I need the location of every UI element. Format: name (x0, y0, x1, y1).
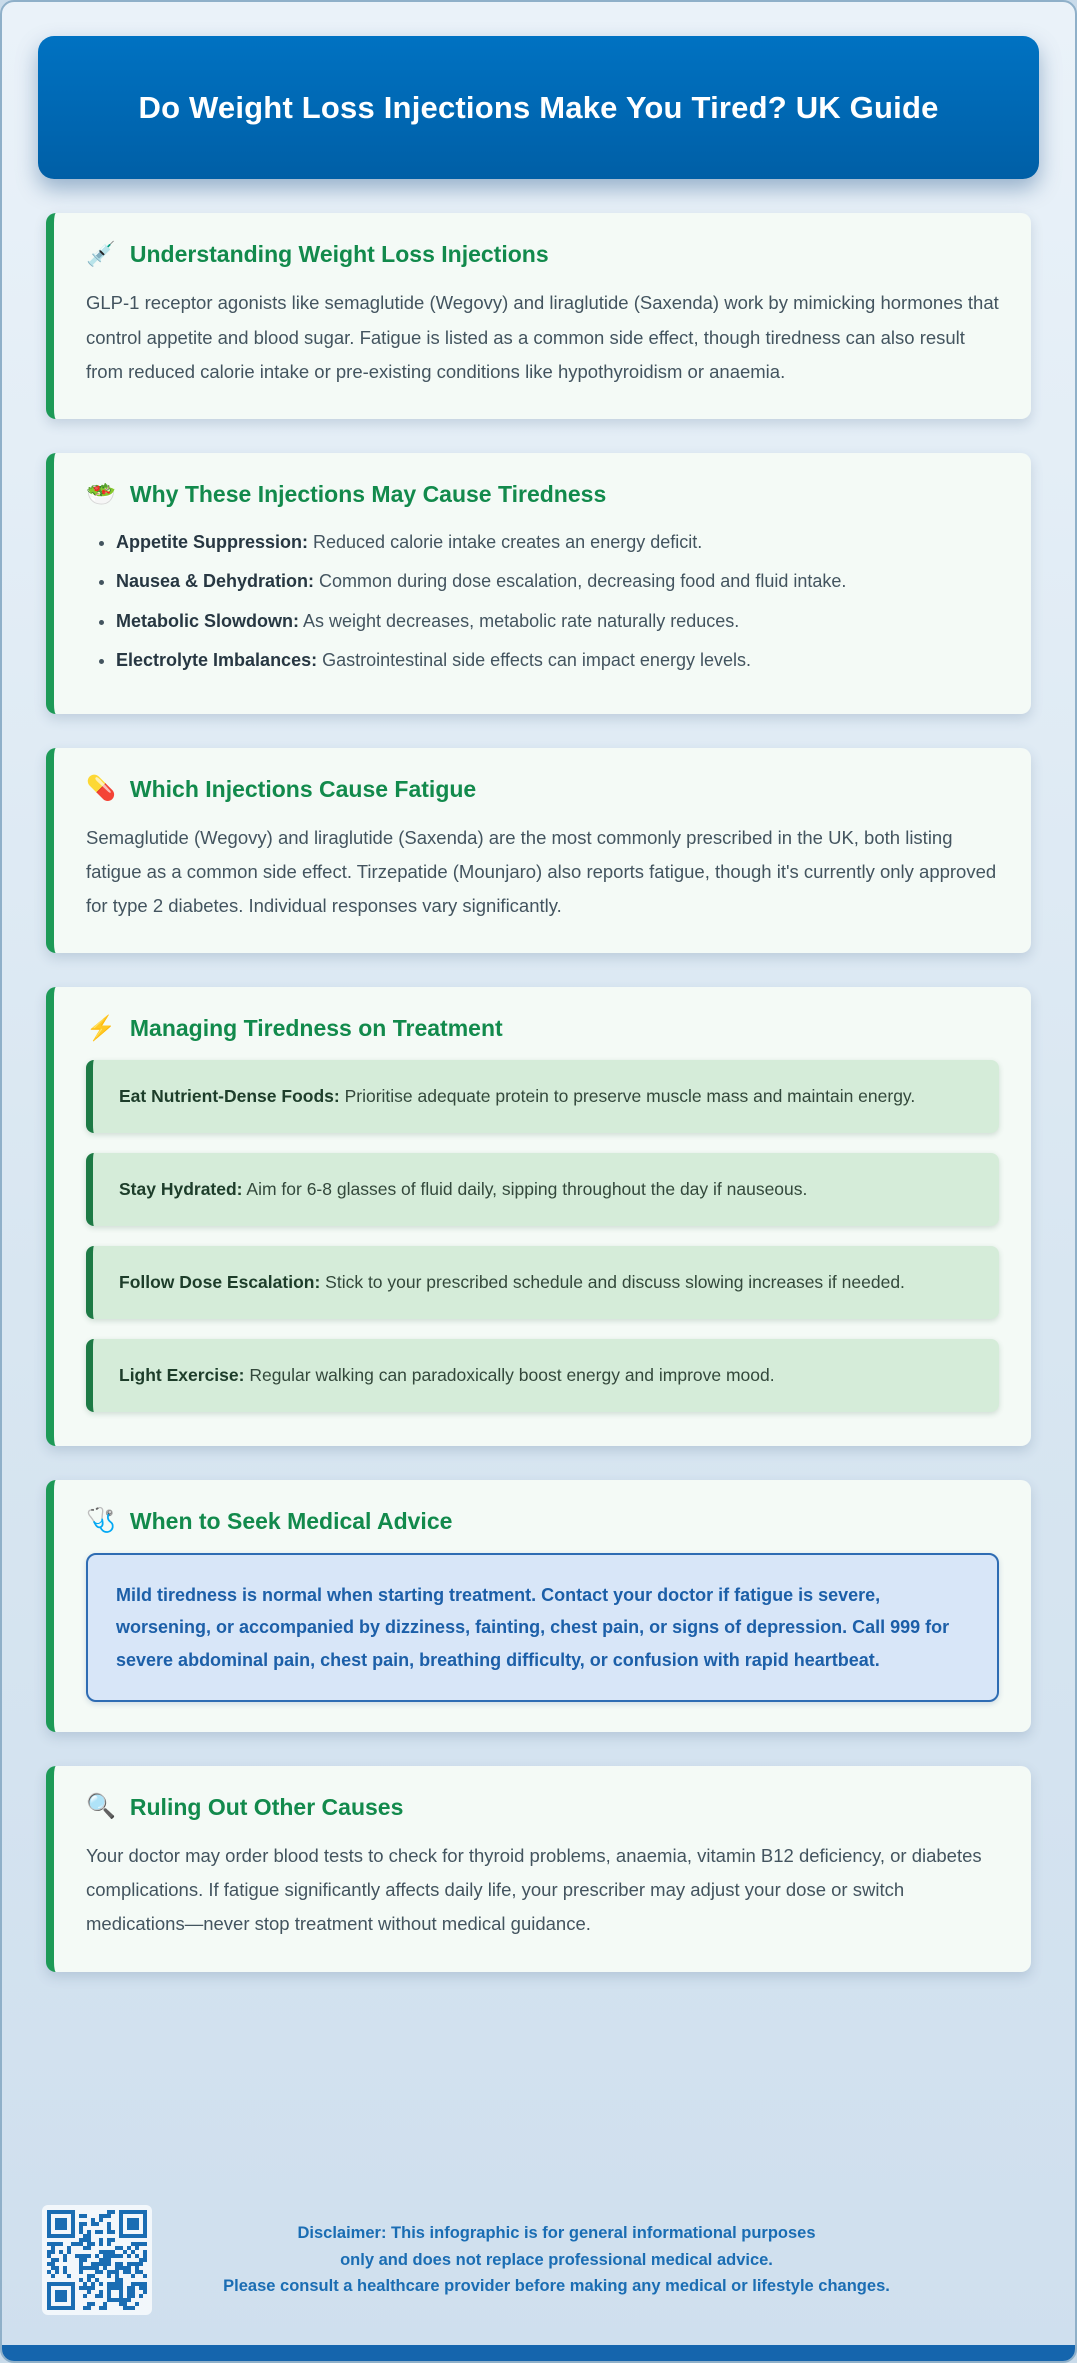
section-body: Your doctor may order blood tests to check for thyroid problems, anaemia, vitamin B12 deficiency, or diabetes complications. If fatigue significantly affects daily life, your prescriber may adjust your dose or switch medications—never stop treatment without medical guidance. (86, 1844, 982, 1935)
bullet-label: Nausea & Dehydration: (116, 571, 315, 592)
tip-text: Regular walking can paradoxically boost energy and improve mood. (244, 1364, 775, 1385)
qr-code-graphic (47, 2210, 147, 2310)
section-why-tiredness (46, 453, 1031, 714)
bullet-label: Electrolyte Imbalances: (116, 650, 318, 671)
section-title-text: When to Seek Medical Advice (129, 1507, 453, 1534)
list-item (116, 526, 999, 558)
bullet-text: Common during dose escalation, decreasing food and fluid intake. (314, 571, 847, 592)
tip-stay-hydrated (86, 1153, 999, 1226)
section-title-text: Why These Injections May Cause Tiredness (129, 481, 607, 508)
syringe-icon: 💉 (86, 240, 116, 268)
disclaimer-line-2: only and does not replace professional medical advice. (340, 2250, 773, 2269)
tip-label: Light Exercise: (119, 1364, 245, 1385)
disclaimer-label: Disclaimer: (297, 2224, 387, 2243)
section-ruling-out-causes (46, 1766, 1031, 1972)
section-body: GLP-1 receptor agonists like semaglutide (Wegovy) and liraglutide (Saxenda) work by mimicking hormones that control appetite and blood sugar. Fatigue is listed as a common side effect, though tiredness can also result from reduced calorie intake or pre-existing conditions like hypothyroidism or anaemia. (86, 292, 999, 382)
section-body: Semaglutide (Wegovy) and liraglutide (Saxenda) are the most commonly prescribed in the UK, both listing fatigue as a common side effect. Tirzepatide (Mounjaro) also reports fatigue, though it's currently only approved for type 2 diabetes. Individual responses vary significantly. (86, 826, 997, 917)
tip-label: Stay Hydrated: (119, 1179, 243, 1200)
tip-light-exercise (86, 1339, 999, 1412)
list-item (116, 644, 999, 676)
section-title-text: Ruling Out Other Causes (129, 1793, 404, 1820)
section-title-text: Which Injections Cause Fatigue (129, 775, 477, 802)
bullet-text: Gastrointestinal side effects can impact energy levels. (317, 650, 751, 671)
tip-nutrient-foods (86, 1060, 999, 1133)
section-managing-title (86, 1015, 999, 1042)
disclaimer-line-1 (188, 2220, 925, 2246)
section-understanding-title (86, 241, 999, 268)
page-title: Do Weight Loss Injections Make You Tired? UK Guide (138, 90, 939, 125)
magnifier-icon: 🔍 (86, 1793, 116, 1821)
section-ruling-title (86, 1794, 999, 1821)
disclaimer (188, 2220, 1035, 2299)
section-which-injections (46, 748, 1031, 954)
tip-text: Aim for 6-8 glasses of fluid daily, sipping throughout the day if nauseous. (242, 1179, 808, 1200)
disclaimer-text-1: This infographic is for general informational purposes (386, 2224, 816, 2243)
bullet-label: Appetite Suppression: (116, 532, 309, 553)
section-understanding (46, 213, 1031, 419)
section-which-title (86, 776, 999, 803)
list-item (116, 565, 999, 597)
section-title-text: Managing Tiredness on Treatment (129, 1015, 503, 1042)
medical-advice-callout: Mild tiredness is normal when starting treatment. Contact your doctor if fatigue is severe, worsening, or accompanied by dizziness, fainting, chest pain, or signs of depression. Call 999 for severe abdominal pain, chest pain, breathing difficulty, or confusion with rapid heartbeat. (86, 1553, 999, 1702)
section-managing-tiredness (46, 987, 1031, 1446)
section-title-text: Understanding Weight Loss Injections (129, 241, 549, 268)
salad-icon: 🥗 (86, 480, 116, 508)
list-item (116, 605, 999, 637)
page-header (38, 36, 1039, 179)
bullet-text: Reduced calorie intake creates an energy deficit. (308, 532, 703, 553)
lightning-icon: ⚡ (86, 1014, 116, 1042)
tip-label: Follow Dose Escalation: (119, 1272, 321, 1293)
disclaimer-line-3: Please consult a healthcare provider before making any medical or lifestyle changes. (223, 2277, 890, 2296)
pill-icon: 💊 (86, 775, 116, 803)
stethoscope-icon: 🩺 (86, 1507, 116, 1535)
qr-code (42, 2205, 152, 2315)
bottom-accent-bar (2, 2345, 1075, 2361)
bullet-label: Metabolic Slowdown: (116, 610, 299, 631)
section-why-title (86, 481, 999, 508)
tip-label: Eat Nutrient-Dense Foods: (119, 1086, 340, 1107)
tip-text: Stick to your prescribed schedule and discuss slowing increases if needed. (320, 1272, 905, 1293)
tiredness-causes-list (116, 526, 999, 677)
tip-dose-escalation (86, 1246, 999, 1319)
section-medical-advice (46, 1480, 1031, 1732)
tip-text: Prioritise adequate protein to preserve muscle mass and maintain energy. (339, 1086, 916, 1107)
bullet-text: As weight decreases, metabolic rate naturally reduces. (299, 610, 740, 631)
section-advice-title (86, 1508, 999, 1535)
page-footer (2, 2187, 1075, 2345)
